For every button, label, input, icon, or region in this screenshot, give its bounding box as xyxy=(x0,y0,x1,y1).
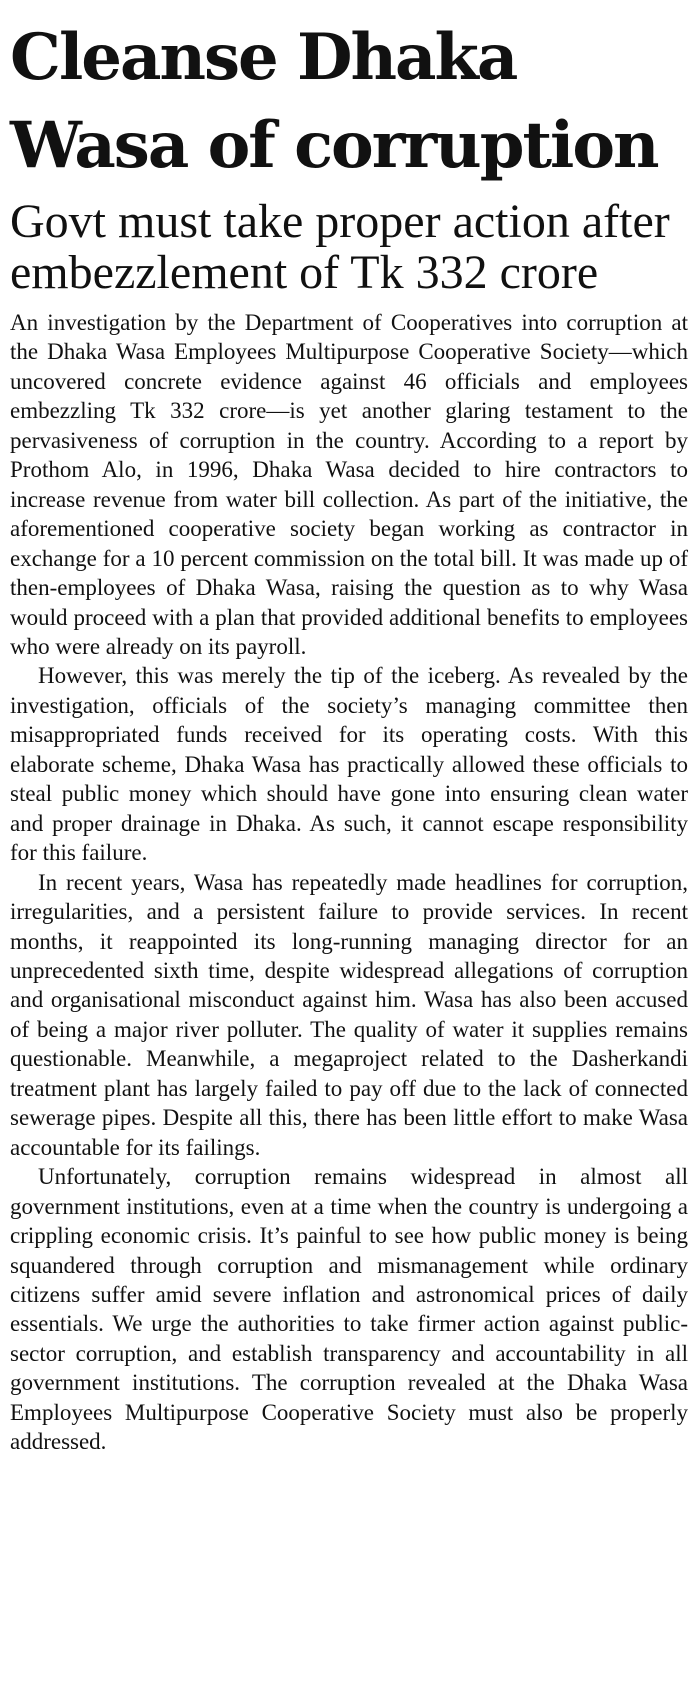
paragraph-4: Unfortunately, corruption remains widespread in almost all government institutions, even at a time when the country is undergoing a crippling economic crisis. It’s painful to see how public money is being squandered through corruption and mismanagement while ordinary citizens suffer amid severe inflation and astronomical prices of daily essentials. We urge the authorities to take firmer action against public-sector corruption, and establish transparency and accountability in all government institutions. The corruption revealed at the Dhaka Wasa Employees Multipurpose Cooperative Society must also be properly addressed. xyxy=(10,1164,688,1455)
paragraph-1: An investigation by the Department of Cooperatives into corruption at the Dhaka Wasa Employees Multipurpose Cooperative Society—which uncovered concrete evidence against 46 officials and employees embezzling Tk 332 crore—is yet another glaring testament to the pervasiveness of corruption in the country. According to a report by Prothom Alo, in 1996, Dhaka Wasa decided to hire contractors to increase revenue from water bill collection. As part of the initiative, the aforementioned cooperative society began working as contractor in exchange for a 10 percent commission on the total bill. It was made up of then-employees of Dhaka Wasa, raising the question as to why Wasa would proceed with a plan that provided additional benefits to employees who were already on its payroll. xyxy=(10,310,688,659)
paragraph-2: However, this was merely the tip of the iceberg. As revealed by the investigation, officials of the society’s managing committee then misappropriated funds received for its operating costs. With this elaborate scheme, Dhaka Wasa has practically allowed these officials to steal public money which should have gone into ensuring clean water and proper drainage in Dhaka. As such, it cannot escape responsibility for this failure. xyxy=(10,663,688,866)
article-body xyxy=(10,308,688,1457)
subheadline: Govt must take proper action after embezzlement of Tk 332 crore xyxy=(10,195,670,299)
headline: Cleanse Dhaka Wasa of corruption xyxy=(10,20,658,183)
editorial-article xyxy=(10,0,688,1457)
paragraph-3: In recent years, Wasa has repeatedly made headlines for corruption, irregularities, and a persistent failure to provide services. In recent months, it reappointed its long-running managing director for an unprecedented sixth time, despite widespread allegations of corruption and organisational misconduct against him. Wasa has also been accused of being a major river polluter. The quality of water it supplies remains questionable. Meanwhile, a megaproject related to the Dasherkandi treatment plant has largely failed to pay off due to the lack of connected sewerage pipes. Despite all this, there has been little effort to make Wasa accountable for its failings. xyxy=(10,869,688,1160)
